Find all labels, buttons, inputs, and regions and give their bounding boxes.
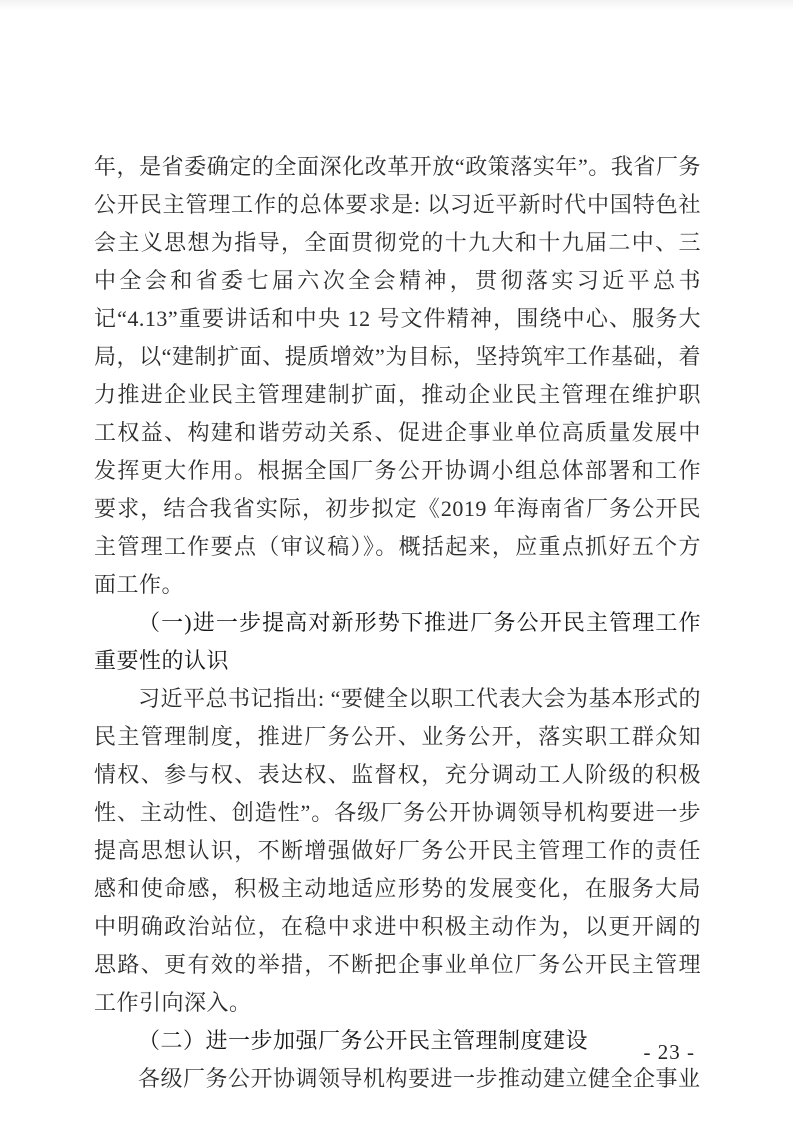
paragraph-general-requirements: 年，是省委确定的全面深化改革开放“政策落实年”。我省厂务公开民主管理工作的总体要求是: 以习近平新时代中国特色社会主义思想为指导，全面贯彻党的十九大和十九届二中、三中全会和省委七届六次全会精神，贯彻落实习近平总书记“4.13”重要讲话和中央 12 号文件精神，围绕中心、服务大局，以“建制扩面、提质增效”为目标，坚持筑牢工作基础，着力推进企业民主管理建制扩面，推动企业民主管理在维护职工权益、构建和谐劳动关系、促进企事业单位高质量发展中发挥更大作用。根据全国厂务公开协调小组总体部署和工作要求，结合我省实际，初步拟定《2019 年海南省厂务公开民主管理工作要点（审议稿）》。概括起来，应重点抓好五个方面工作。 — [94, 154, 702, 597]
section-heading-1: （一)进一步提高对新形势下推进厂务公开民主管理工作重要性的认识 — [94, 610, 701, 673]
page-number: - 23 - — [643, 1040, 695, 1064]
section-heading-2: （二）进一步加强厂务公开民主管理制度建设 — [138, 1028, 589, 1053]
scan-edge-shading — [0, 0, 793, 10]
paragraph-section-2-body: 各级厂务公开协调领导机构要进一步推动建立健全企事业 — [138, 1066, 701, 1091]
paragraph-section-1-body: 习近平总书记指出: “要健全以职工代表大会为基本形式的民主管理制度，推进厂务公开、业务公开，落实职工群众知情权、参与权、表达权、监督权，充分调动工人阶级的积极性、主动性、创造性”。各级厂务公开协调领导机构要进一步提高思想认识，不断增强做好厂务公开民主管理工作的责任感和使命感，积极主动地适应形势的发展变化，在服务大局中明确政治站位，在稳中求进中积极主动作为，以更开阔的思路、更有效的举措，不断把企事业单位厂务公开民主管理工作引向深入。 — [94, 686, 701, 1015]
document-body — [94, 148, 701, 1098]
